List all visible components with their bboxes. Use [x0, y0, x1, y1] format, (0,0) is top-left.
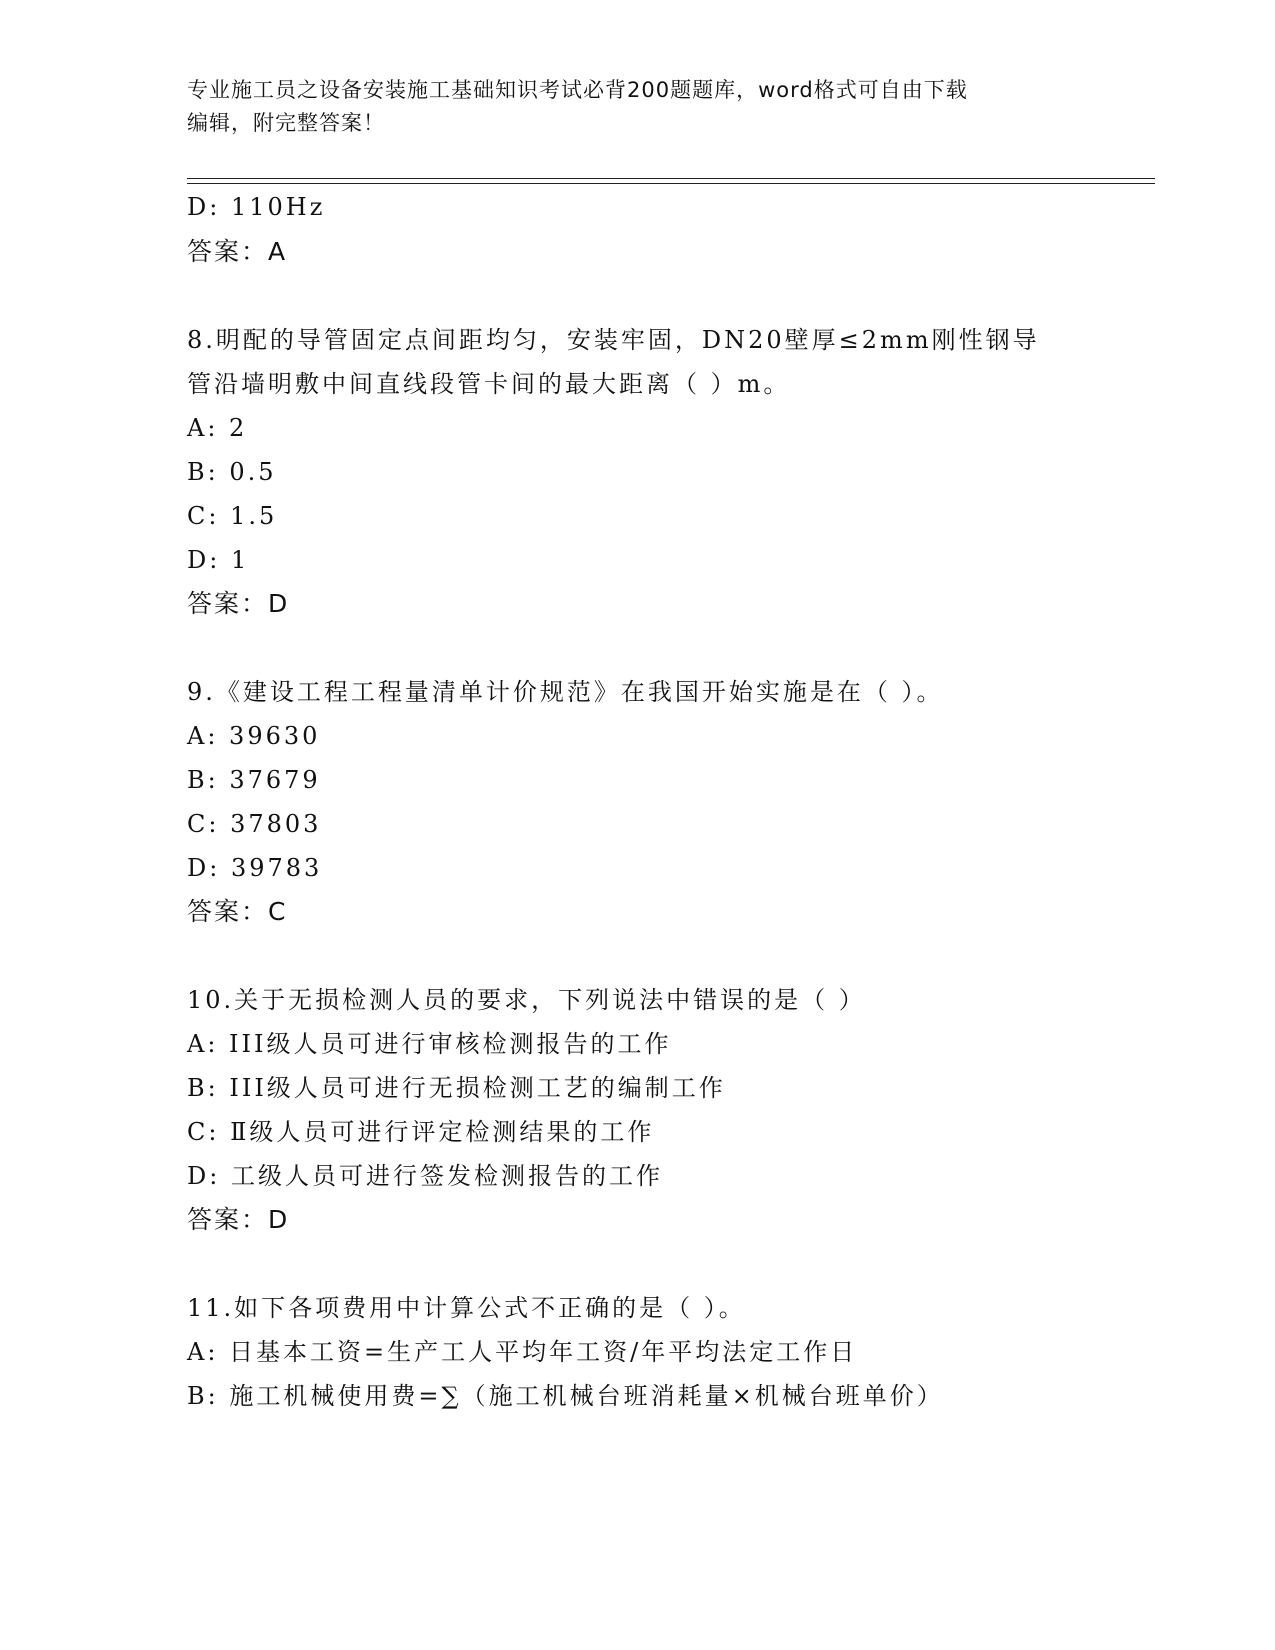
q9-stem-line-1: 9.《建设工程工程量清单计价规范》在我国开始实施是在（ ）。 [187, 678, 944, 706]
q9-answer: 答案：C [187, 897, 288, 926]
q8-answer: 答案：D [187, 589, 290, 618]
q9-option-a: A: 39630 [187, 722, 321, 750]
q10-option-c: C: Ⅱ级人员可进行评定检测结果的工作 [187, 1118, 655, 1146]
q8-option-d: D: 1 [187, 546, 250, 574]
q8-option-a: A: 2 [187, 414, 248, 442]
q10-answer: 答案：D [187, 1205, 290, 1234]
q8-option-b: B: 0.5 [187, 458, 277, 486]
q9-option-d: D: 39783 [187, 854, 323, 882]
prev-answer: 答案：A [187, 237, 288, 266]
q10-option-a: A: III级人员可进行审核检测报告的工作 [187, 1030, 672, 1058]
q9-option-b: B: 37679 [187, 766, 321, 794]
q11-stem-line-1: 11.如下各项费用中计算公式不正确的是（ ）。 [187, 1294, 746, 1322]
q8-stem-line-2: 管沿墙明敷中间直线段管卡间的最大距离（ ）m。 [187, 370, 791, 398]
q10-option-d: D: 工级人员可进行签发检测报告的工作 [187, 1162, 663, 1190]
header-line-1: 专业施工员之设备安装施工基础知识考试必背200题题库，word格式可自由下载 [187, 78, 968, 102]
q9-option-c: C: 37803 [187, 810, 322, 838]
q11-option-a: A: 日基本工资=生产工人平均年工资/年平均法定工作日 [187, 1338, 858, 1366]
q10-stem-line-1: 10.关于无损检测人员的要求，下列说法中错误的是（ ） [187, 986, 866, 1014]
document-header [187, 74, 1087, 140]
prev-option-d: D: 110Hz [187, 193, 326, 221]
q8-option-c: C: 1.5 [187, 502, 278, 530]
header-rule-top [187, 178, 1155, 179]
header-line-2: 编辑，附完整答案！ [187, 111, 385, 135]
header-rule-bottom [187, 183, 1155, 184]
q8-stem-line-1: 8.明配的导管固定点间距均匀，安装牢固，DN20壁厚≤2mm刚性钢导 [187, 326, 1040, 354]
q11-option-b: B: 施工机械使用费=∑（施工机械台班消耗量×机械台班单价） [187, 1382, 944, 1410]
q10-option-b: B: III级人员可进行无损检测工艺的编制工作 [187, 1074, 726, 1102]
